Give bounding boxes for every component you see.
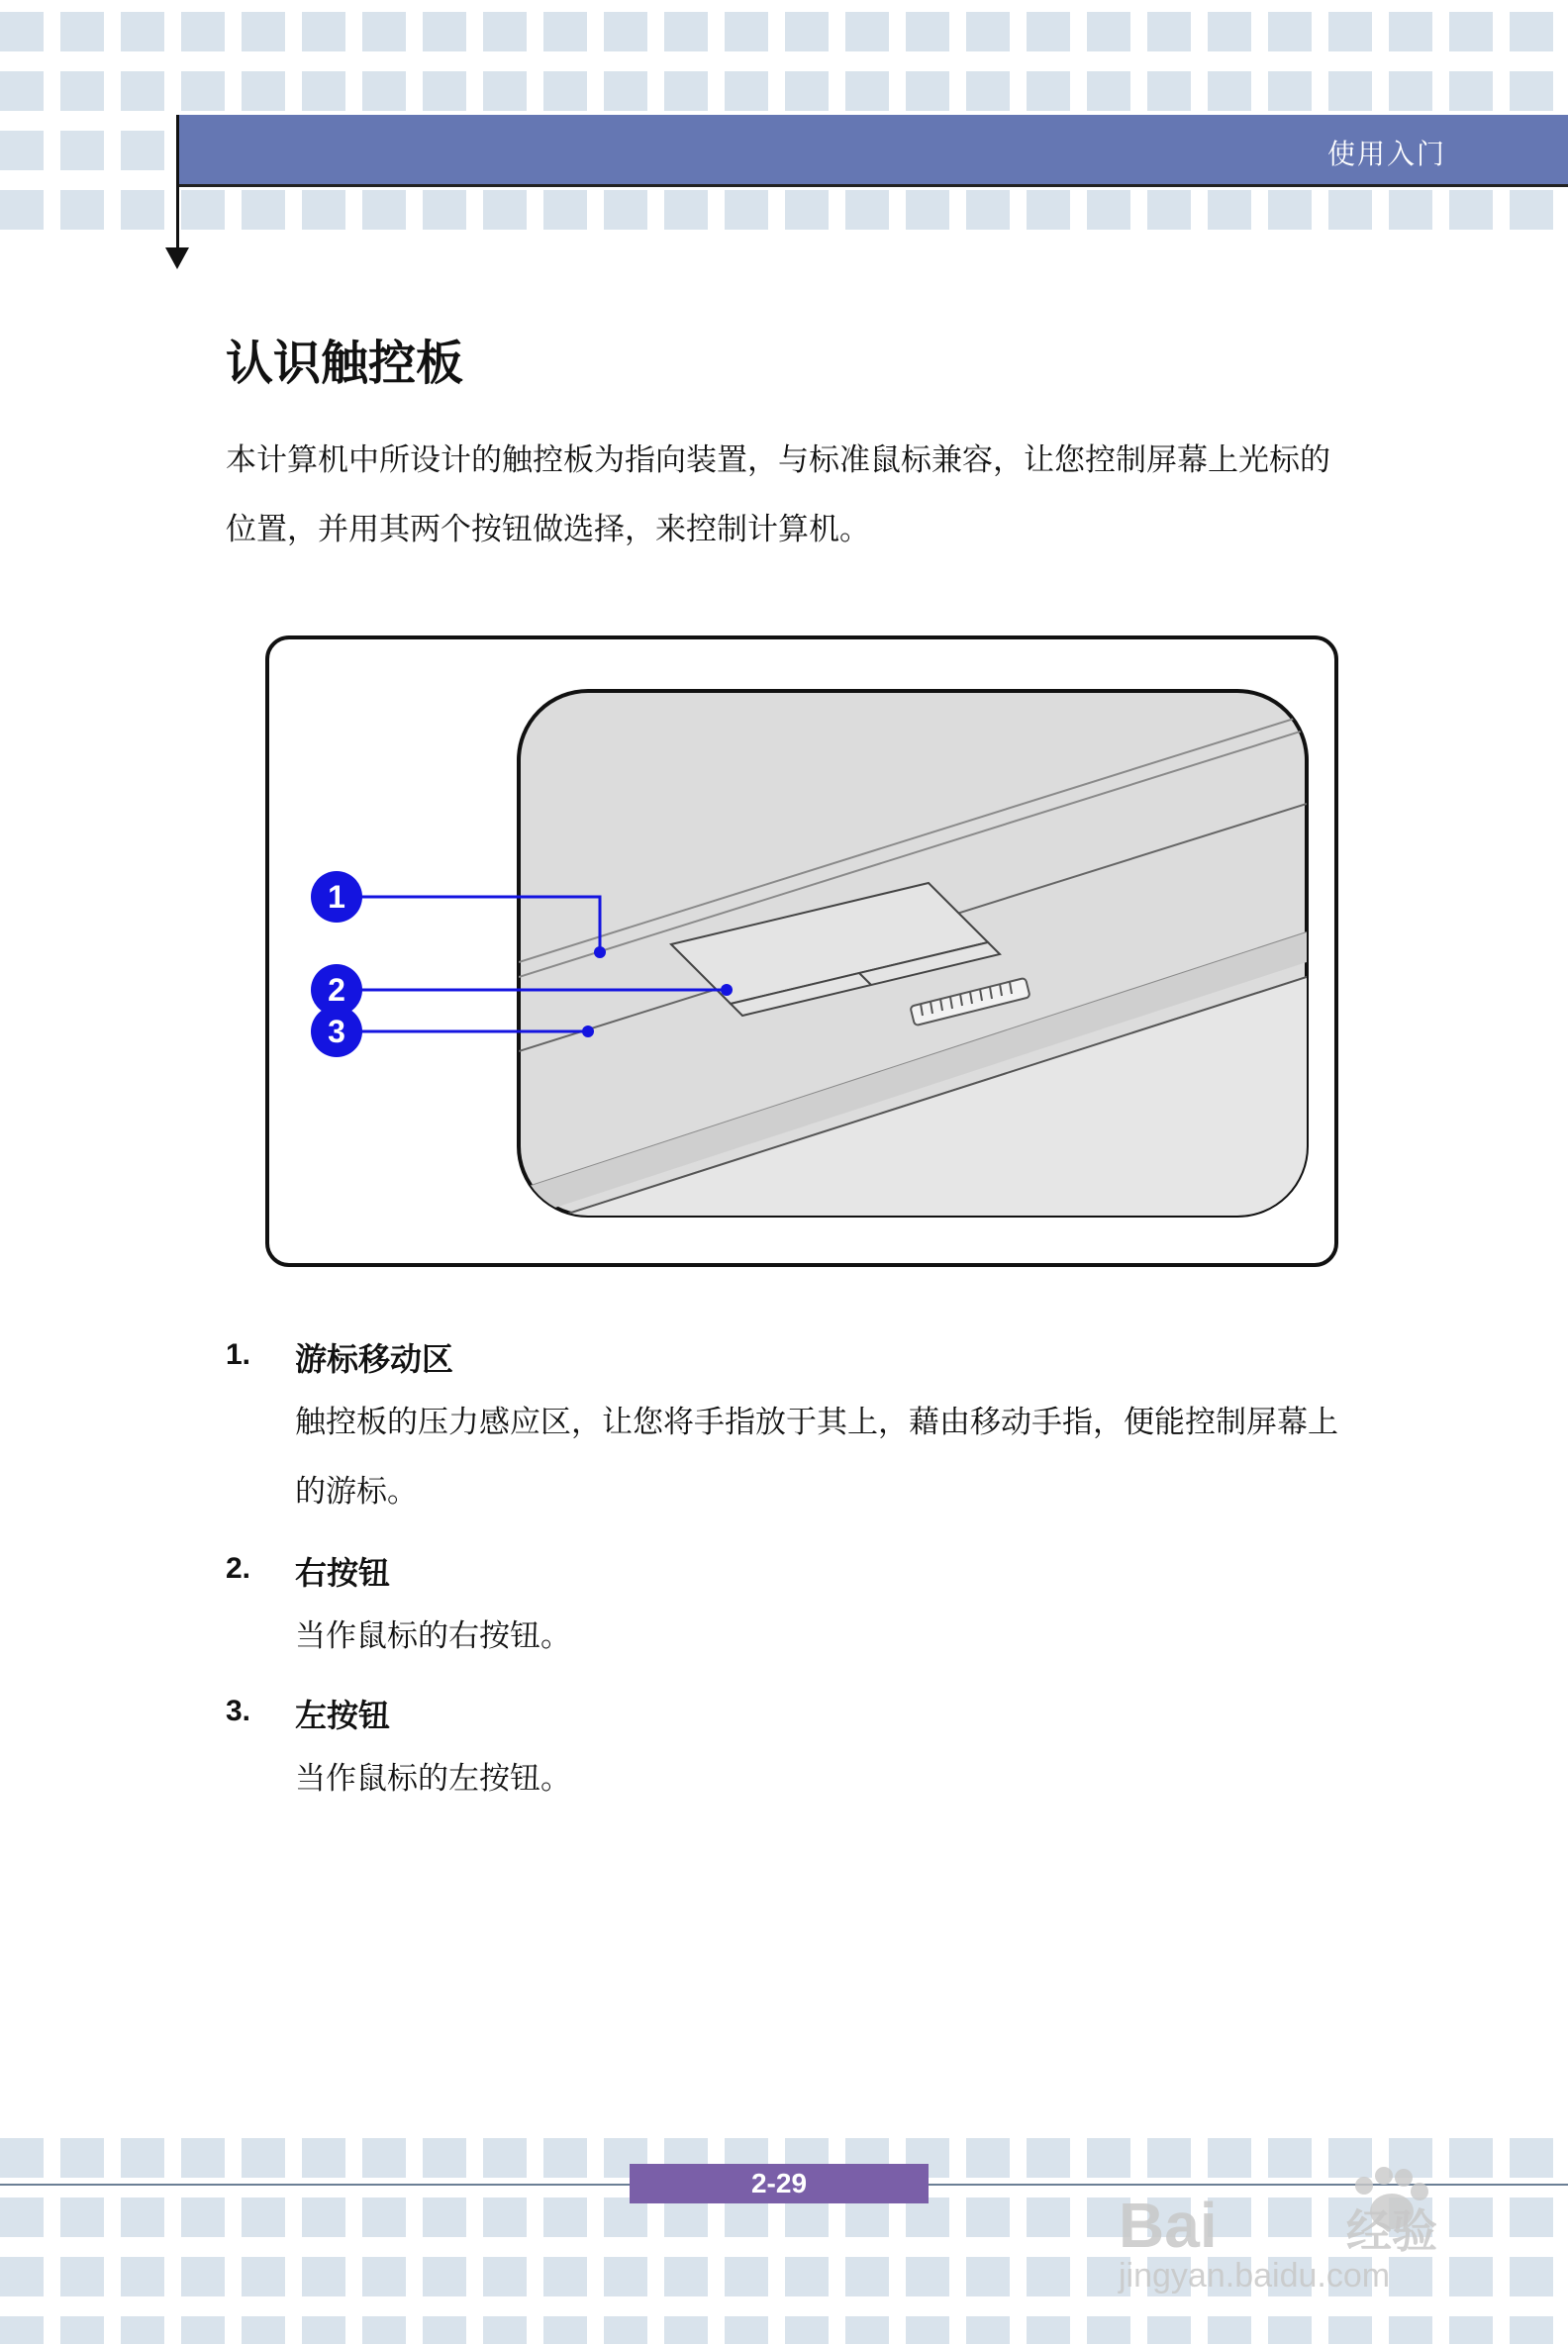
header-title: 使用入门 xyxy=(1326,138,1446,170)
page-number: 2-29 xyxy=(750,2168,808,2198)
item-2-number: 2. xyxy=(226,1552,251,1585)
baidu-watermark xyxy=(1109,2128,1505,2296)
item-3-description: 当作鼠标的左按钮。 xyxy=(295,1761,571,1797)
page-number-badge xyxy=(630,2164,929,2203)
item-3-number: 3. xyxy=(226,1695,251,1727)
watermark-brand-suffix: 经验 xyxy=(1346,2204,1437,2258)
down-arrow-icon xyxy=(165,247,189,269)
watermark-url: jingyan.baidu.com xyxy=(1119,2257,1391,2295)
callout-2-label: 2 xyxy=(328,972,345,1008)
callout-3-label: 3 xyxy=(328,1014,345,1049)
header-arrow-line xyxy=(176,115,179,253)
item-1-description: 触控板的压力感应区，让您将手指放于其上，藉由移动手指，便能控制屏幕上的游标。 xyxy=(295,1405,1338,1510)
item-3-title: 左按钮 xyxy=(295,1697,391,1734)
watermark-brand: Bai xyxy=(1119,2190,1218,2261)
item-2-title: 右按钮 xyxy=(295,1554,391,1592)
page-title: 认识触控板 xyxy=(226,336,464,391)
item-1-title: 游标移动区 xyxy=(295,1340,454,1378)
callout-1-label: 1 xyxy=(328,879,345,915)
header-bar xyxy=(176,115,1568,187)
touchpad-illustration xyxy=(265,635,1338,1267)
item-2-description: 当作鼠标的右按钮。 xyxy=(295,1618,571,1654)
item-1-number: 1. xyxy=(226,1338,251,1371)
intro-paragraph: 本计算机中所设计的触控板为指向装置，与标准鼠标兼容，让您控制屏幕上光标的位置，并用其两个按钮做选择，来控制计算机。 xyxy=(226,442,1330,547)
